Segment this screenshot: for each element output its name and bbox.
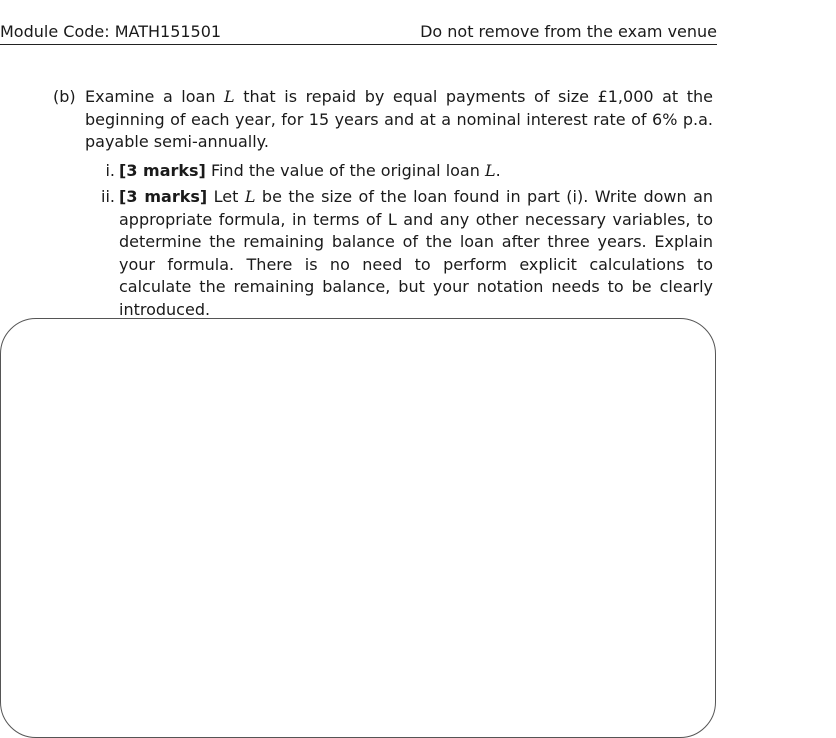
- question-intro: [85, 86, 713, 154]
- subpart-number: ii.: [101, 187, 115, 206]
- subpart-text-pre: Find the value of the original loan: [205, 160, 485, 180]
- subpart-text-pre: Let: [207, 187, 245, 206]
- marks-label: [3 marks]: [119, 160, 206, 180]
- loan-variable: L: [484, 160, 496, 180]
- loan-variable: L: [224, 87, 235, 106]
- subpart-ii: [85, 186, 713, 321]
- intro-text-pre: Examine a loan: [85, 87, 225, 106]
- intro-text-post: that is repaid by equal payments of size £1,000 at the beginning of each year, for 15 years and at a nominal interest rate of 6% p.a. payable semi-annually.: [85, 87, 713, 151]
- marks-label: [3 marks]: [119, 187, 208, 206]
- subpart-text-post: be the size of the loan found in part (i). Write down an appropriate formula, in terms of L and any other necessary variables, to determine the remaining balance of the loan after three years. Explain your formula. There is no need to perform explicit calculations to calculate the remaining balance, but your notation needs to be clearly introduced.: [119, 187, 714, 319]
- subpart-text-post: .: [495, 160, 501, 180]
- exam-venue-notice: Do not remove from the exam venue: [420, 22, 717, 41]
- loan-variable: L: [244, 187, 256, 206]
- subparts-list: [85, 160, 713, 322]
- subpart-i: [85, 160, 713, 183]
- part-label: (b): [53, 87, 76, 106]
- subpart-number: i.: [105, 160, 115, 180]
- answer-box[interactable]: [0, 318, 716, 738]
- question-b: [53, 86, 713, 325]
- page-header: [0, 20, 717, 45]
- module-code: Module Code: MATH151501: [0, 22, 222, 41]
